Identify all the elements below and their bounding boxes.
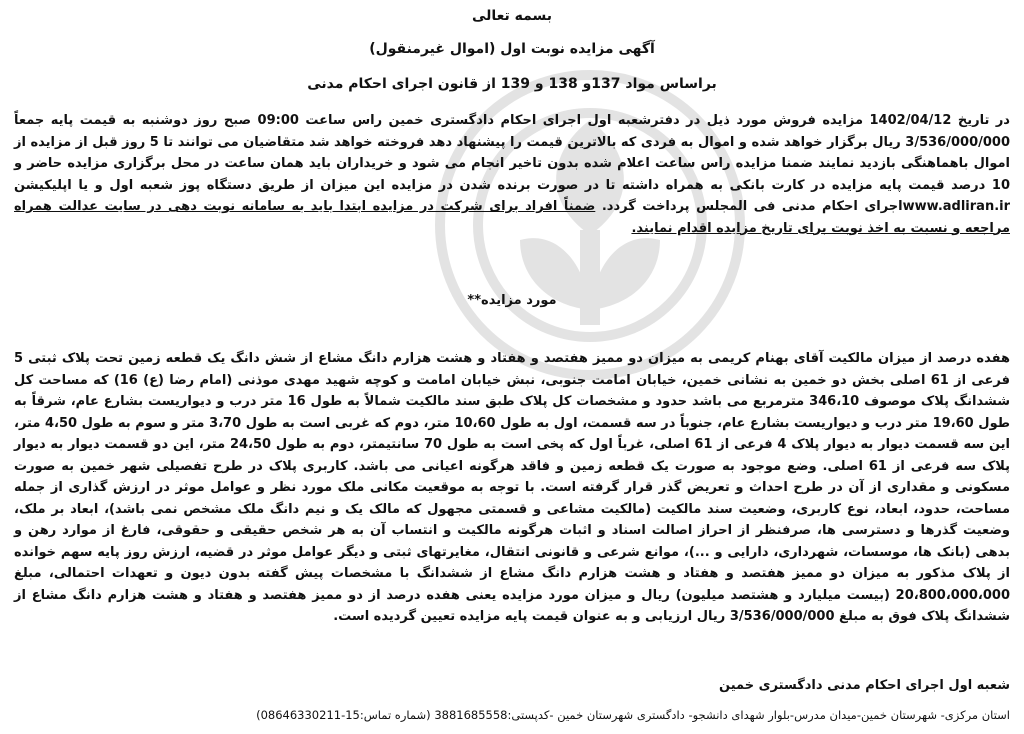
notice-text: در تاریخ 1402/04/12 مزایده فروش مورد ذیل در دفترشعبه اول اجرای احکام دادگستری خمین راس ساعت 09:00 صبح روز دوشنبه به قیمت پایه جمعاً 3/536/000/000 ریال برگزار خواهد شده و اموال به فردی که بالاترین قیمت را پیشنهاد دهد فروخته خواهد شد متقاضیان می توانند تا 5 روز قبل از مزایده از اموال باهماهنگی بازدید نمایند ضمنا مزایده راس ساعت اعلام شده بدون تاخیر انجام می شود و خریداران باید همان ساعت در محل برگزاری مزایده حاضر و 10 درصد قیمت پایه مزایده در کارت بانکی به همراه داشته تا در صورت برنده شدن در مزایده این میزان از طریق دستگاه پوز شعبه اول و یا اپلیکیشن <box>14 113 1010 193</box>
header-notice-title: آگهی مزایده نوبت اول (اموال غیرمنقول) <box>369 41 655 57</box>
website-link[interactable]: www.adliran.ir <box>902 199 1011 214</box>
header-basmala: بسمه تعالی <box>471 8 553 24</box>
footer-address: استان مرکزی- شهرستان خمین-میدان مدرس-بلوار شهدای دانشجو- دادگستری شهرستان خمین -کدپستی:3881685558 (شماره تماس:15-08646330211) <box>256 708 1010 722</box>
notice-payment-text: اجرای احکام مدنی فی المجلس پرداخت گردد. <box>601 199 903 214</box>
header-legal-basis: براساس مواد 137و 138 و 139 از قانون اجرای احکام مدنی <box>307 76 717 92</box>
property-description: هفده درصد از میزان مالکیت آقای بهنام کریمی به میزان دو ممیز هفتصد و هفتاد و هشت هزارم دانگ مشاع از شش دانگ یک قطعه زمین تحت پلاک ثبتی 5 فرعی از 61 اصلی بخش دو خمین به نشانی خمین، خیابان امامت جنوبی، نبش خیابان امامت و کوچه شهید مهدی موذنی (امام رضا (ع) 16) که مساحت کل ششدانگ پلاک موصوف 346،10 مترمربع می باشد حدود و مشخصات کل پلاک طبق سند مالکیت شمالاً به طول 16 متر درب و دیواریست بشارع عام، شرقاً به طول 19،60 متر درب و دیواریست بشارع عام، جنوباً در سه قسمت، اول به طول 10،60 متر، دوم که غربی است به طول 3،70 متر و سوم به طول 4،50 متر، این سه قسمت دیوار به دیوار پلاک 4 فرعی از 61 اصلی، غرباً اول که پخی است به طول 70 سانتیمتر، دوم به طول 24،50 متر، این دو قسمت دیوار به دیوار پلاک سه فرعی از 61 اصلی. وضع موجود به صورت یک قطعه زمین و فاقد هرگونه اعیانی می باشد. کاربری پلاک در طرح تفصیلی شهر خمین به صورت مسکونی و مقداری از آن در طرح احداث و تعریض گذر قرار گرفته است. با توجه به موقعیت مکانی ملک مورد نظر و عوامل موثر در ارزش گذاری از جمله مساحت، حدود، ابعاد، نوع کاربری، وضعیت سند مالکیت (مالکیت مشاعی و قسمتی مجهول که مالک یک و نیم دانگ ملک مشخص نمی باشد)، ابعاد بر ملک، وضعیت گذرها و دسترسی ها، صرفنظر از احراز اصالت اسناد و اثبات هرگونه مالکیت و انتساب آن به هر شخص حقیقی و حقوقی، فارغ از موارد رهن و بدهی (بانک ها، موسسات، شهرداری، دارایی و ...)، موانع شرعی و قانونی انتقال، مغایرتهای ثبتی و دیگر عوامل موثر در قضیه، ارزش روز پایه سهم خوانده از پلاک مذکور به میزان دو ممیز هفتصد و هفتاد و هشت هزارم دانگ مشاع از ششدانگ با مشخصات پیش گفته بدون دیون و تعهدات احتمالی، مبلغ 20،800،000،000 (بیست میلیارد و هشتصد میلیون) ریال و میزان مورد مزایده یعنی هفده درصد از دو ممیز هفتصد و هفتاد و هشت هزارم دانگ مشاع از ششدانگ پلاک فوق به مبلغ 3/536/000/000 ریال ارزیابی و به عنوان قیمت پایه مزایده تعیین گردیده است. <box>14 351 1011 624</box>
auction-notice-paragraph <box>14 110 1010 239</box>
issuing-branch-signature: شعبه اول اجرای احکام مدنی دادگستری خمین <box>719 678 1010 693</box>
auction-subject-heading: مورد مزایده** <box>467 293 557 308</box>
notice-underlined-text: ضمناً افراد برای شرکت در مزایده ابتدا باید به سامانه نوبت دهی در سایت عدالت همراه مراجعه و نسبت به اخذ نوبت برای تاریخ مزایده اقدام نمایند. <box>14 199 1010 236</box>
